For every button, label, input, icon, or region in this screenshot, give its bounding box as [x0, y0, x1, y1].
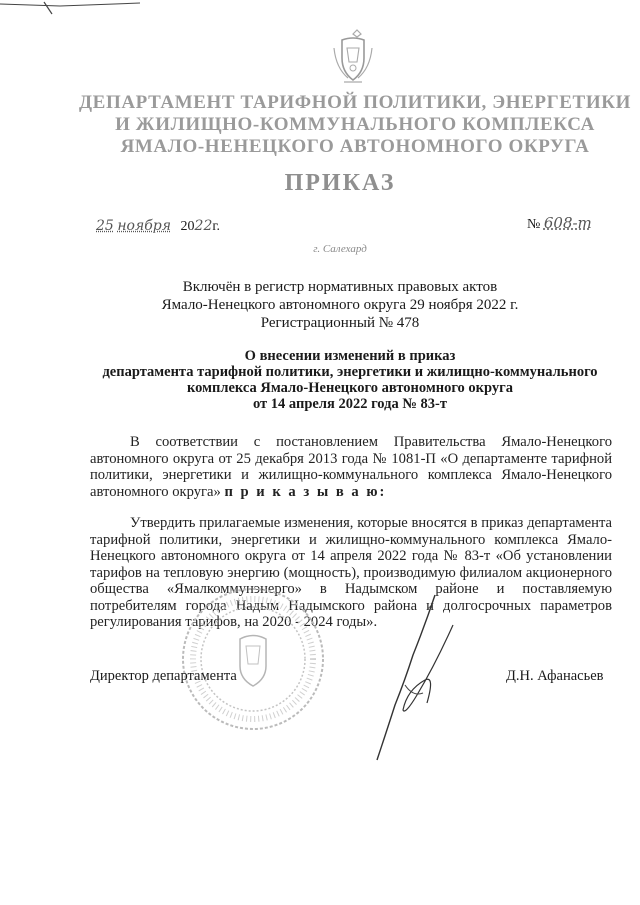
department-name-line-2: И ЖИЛИЩНО-КОММУНАЛЬНОГО КОМПЛЕКСА — [115, 114, 595, 135]
subject-line-3: комплекса Ямало-Ненецкого автономного округа — [186, 380, 513, 396]
number-value: 608-т — [543, 214, 592, 232]
subject-line-2: департамента тарифной политики, энергетики и жилищно-коммунального — [102, 364, 598, 380]
scan-artifact — [0, 0, 140, 18]
signatory-title: Директор департамента — [90, 668, 237, 684]
department-name-line-3: ЯМАЛО-НЕНЕЦКОГО АВТОНОМНОГО ОКРУГА — [120, 136, 590, 157]
date-year-suffix: 22 — [194, 218, 213, 234]
preamble-paragraph — [90, 434, 612, 500]
document-type-title: ПРИКАЗ — [284, 170, 396, 196]
city-name: г. Салехард — [313, 243, 367, 255]
order-date — [96, 218, 220, 235]
preamble-text: В соответствии с постановлением Правительства Ямало-Ненецкого автономного округа от 25 декабря 2013 года № 1081-П «О департаменте тарифной политики, энергетики и жилищно-коммунального комплекса Ямало-Ненецкого автономного округа» — [90, 434, 612, 500]
date-month: ноября — [117, 218, 172, 234]
coat-of-arms-emblem — [330, 28, 376, 86]
subject-line-1: О внесении изменений в приказ — [244, 348, 456, 364]
registration-line-2: Ямало-Ненецкого автономного округа 29 ноября 2022 г. — [161, 297, 519, 313]
department-name-line-1: ДЕПАРТАМЕНТ ТАРИФНОЙ ПОЛИТИКИ, ЭНЕРГЕТИКИ — [79, 92, 631, 113]
registration-line-1: Включён в регистр нормативных правовых актов — [182, 279, 498, 295]
handwritten-signature — [365, 585, 460, 765]
registration-line-3: Регистрационный № 478 — [260, 315, 420, 331]
date-day: 25 — [96, 218, 114, 234]
order-number — [527, 214, 592, 233]
order-subject — [60, 348, 640, 412]
official-seal-stamp — [178, 584, 328, 734]
registration-note — [0, 278, 640, 332]
date-suffix: г. — [212, 219, 221, 234]
signatory-name: Д.Н. Афанасьев — [506, 668, 604, 684]
subject-line-4: от 14 апреля 2022 года № 83-т — [253, 396, 447, 412]
date-year-prefix: 20 — [180, 219, 195, 234]
number-prefix: № — [527, 217, 541, 232]
decision-paragraph: Утвердить прилагаемые изменения, которые вносятся в приказ департамента тарифной политики, энергетики и жилищно-коммунального комплекса Ямало-Ненецкого автономного округа от 14 апреля 2022 года № 83-т «Об установлении тарифов на тепловую энергию (мощность), производимую филиалом акционерного общества «Ямалкоммунэнерго» в Надымском районе и поставляемую потребителям города Надым Надымского района и долгосрочных параметров регулирования тарифов, на 2020 - 2024 годы». — [90, 515, 612, 630]
order-command: п р и к а з ы в а ю: — [224, 483, 387, 500]
